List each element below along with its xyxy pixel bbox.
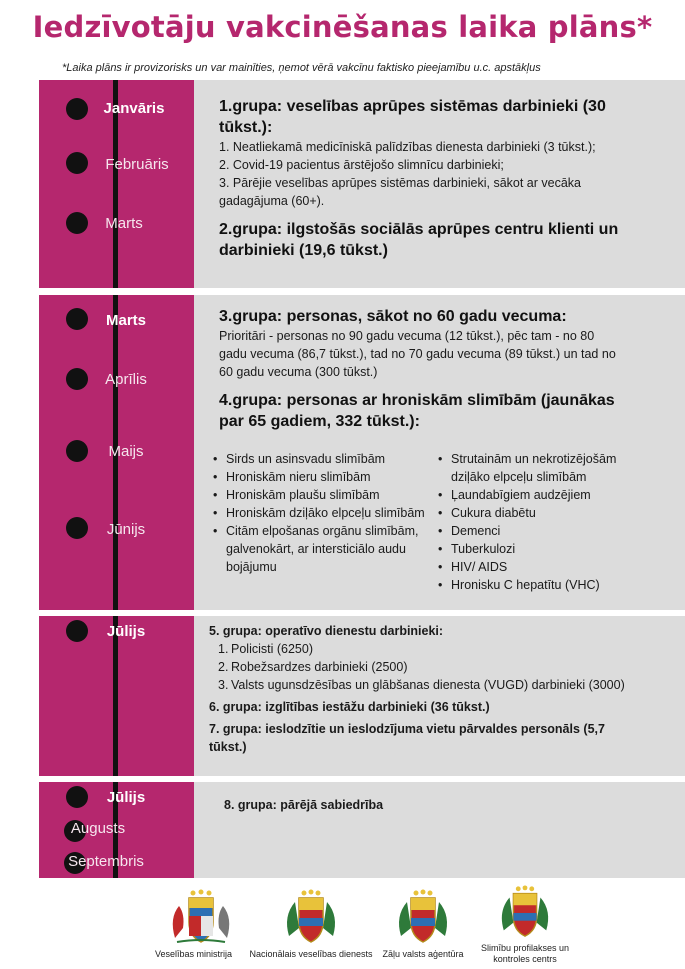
list-item: • Citām elpošanas orgānu slimībām, galvenokārt, ar intersticiālo audu bojājumu xyxy=(213,522,433,576)
group-4-title: 4.grupa: personas ar hroniskām slimībām (jaunākas par 65 gadiem, 332 tūkst.): xyxy=(219,392,615,430)
group-5-list xyxy=(209,640,629,694)
section-phase-2 xyxy=(39,295,685,610)
group-3 xyxy=(219,306,619,432)
logo-disease-prevention-centre xyxy=(450,884,600,965)
month-label: Marts xyxy=(105,215,143,232)
list-item: • Sirds un asinsvadu slimībām xyxy=(213,450,433,468)
list-item: • Hroniskām plaušu slimībām xyxy=(213,486,433,504)
latvia-coat-of-arms-icon xyxy=(165,888,237,946)
list-item: • Demenci xyxy=(438,522,638,540)
group-3-title: 3.grupa: personas, sākot no 60 gadu vecuma: xyxy=(219,308,567,325)
latvia-small-coat-of-arms-icon xyxy=(281,888,341,946)
month-label: Marts xyxy=(105,312,146,329)
logo-caption: Zāļu valsts aģentūra xyxy=(382,949,464,959)
group-1-item: 2. Covid-19 pacientus ārstējošo slimnīcu darbinieki; xyxy=(219,158,504,172)
logo-caption: Slimību profilakses un kontroles centrs xyxy=(480,943,570,964)
section-phase-4 xyxy=(39,782,685,878)
group-8-title: 8. grupa: pārējā sabiedrība xyxy=(224,798,384,812)
timeline-line xyxy=(113,616,118,776)
section-phase-1 xyxy=(39,80,685,288)
month-label: Janvāris xyxy=(103,100,165,117)
group-5-title: 5. grupa: operatīvo dienestu darbinieki: xyxy=(209,624,444,638)
month-label: Septembris xyxy=(68,853,144,870)
latvia-small-coat-of-arms-icon xyxy=(393,888,453,946)
logo-caption: Veselības ministrija xyxy=(154,949,233,959)
group-1-item: 3. Pārējie veselības aprūpes sistēmas darbinieki, sākot ar vecāka gadagājuma (60+). xyxy=(219,176,581,208)
list-item: • Tuberkulozi xyxy=(438,540,638,558)
group-1-title: 1.grupa: veselības aprūpes sistēmas darbinieki (30 tūkst.): xyxy=(219,98,606,136)
month-label: Februāris xyxy=(105,156,169,173)
group-1-item: 1. Neatliekamā medicīniskā palīdzības dienesta darbinieki (3 tūkst.); xyxy=(219,140,596,154)
month-label: Maijs xyxy=(108,443,144,460)
list-item: • Cukura diabētu xyxy=(438,504,638,522)
group-1 xyxy=(219,96,619,261)
latvia-small-coat-of-arms-icon xyxy=(495,884,555,940)
group-2-title: 2.grupa: ilgstošās sociālās aprūpes centru klienti un darbinieki (19,6 tūkst.) xyxy=(219,221,619,259)
group-7-title: 7. grupa: ieslodzītie un ieslodzījuma vietu pārvaldes personāls (5,7 tūkst.) xyxy=(209,722,605,754)
group-5 xyxy=(209,622,629,756)
list-item: • Strutainām un nekrotizējošām dziļāko elpceļu slimībām xyxy=(438,450,638,486)
list-item: • Hroniskām nieru slimībām xyxy=(213,468,433,486)
section-phase-3 xyxy=(39,616,685,776)
chronic-list-right xyxy=(438,450,638,594)
page-disclaimer: *Laika plāns ir provizorisks un var mainīties, ņemot vērā vakcīnu faktisko pieejamību u.c. apstākļus xyxy=(62,62,541,74)
list-item: • Ļaundabīgiem audzējiem xyxy=(438,486,638,504)
list-item: 2. Robežsardzes darbinieki (2500) xyxy=(218,660,408,674)
month-label: Jūlijs xyxy=(106,623,146,640)
chronic-list-left xyxy=(213,450,433,576)
list-item: 1. Policisti (6250) xyxy=(218,642,313,656)
list-item: • Hronisku C hepatītu (VHC) xyxy=(438,576,638,594)
list-item: • HIV/ AIDS xyxy=(438,558,638,576)
month-label: Augusts xyxy=(70,820,126,837)
month-label: Jūnijs xyxy=(106,521,146,538)
list-item: 3. Valsts ugunsdzēsības un glābšanas dienesta (VUGD) darbinieki (3000) xyxy=(218,678,625,692)
group-8 xyxy=(224,796,624,814)
logo-caption: Nacionālais veselības dienests xyxy=(249,949,373,959)
month-label: Jūlijs xyxy=(106,789,146,806)
group-6-title: 6. grupa: izglītības iestāžu darbinieki (36 tūkst.) xyxy=(209,700,490,714)
group-3-text: Prioritāri - personas no 90 gadu vecuma (12 tūkst.), pēc tam - no 80 gadu vecuma (86,7 tūkst.), tad no 70 gadu vecuma (89 tūkst.) un tad no 60 gadu vecuma (300 tūkst.) xyxy=(219,329,616,379)
page-title: Iedzīvotāju vakcinēšanas laika plāns* xyxy=(32,10,653,44)
list-item: • Hroniskām dziļāko elpceļu slimībām xyxy=(213,504,433,522)
month-label: Aprīlis xyxy=(105,371,147,388)
